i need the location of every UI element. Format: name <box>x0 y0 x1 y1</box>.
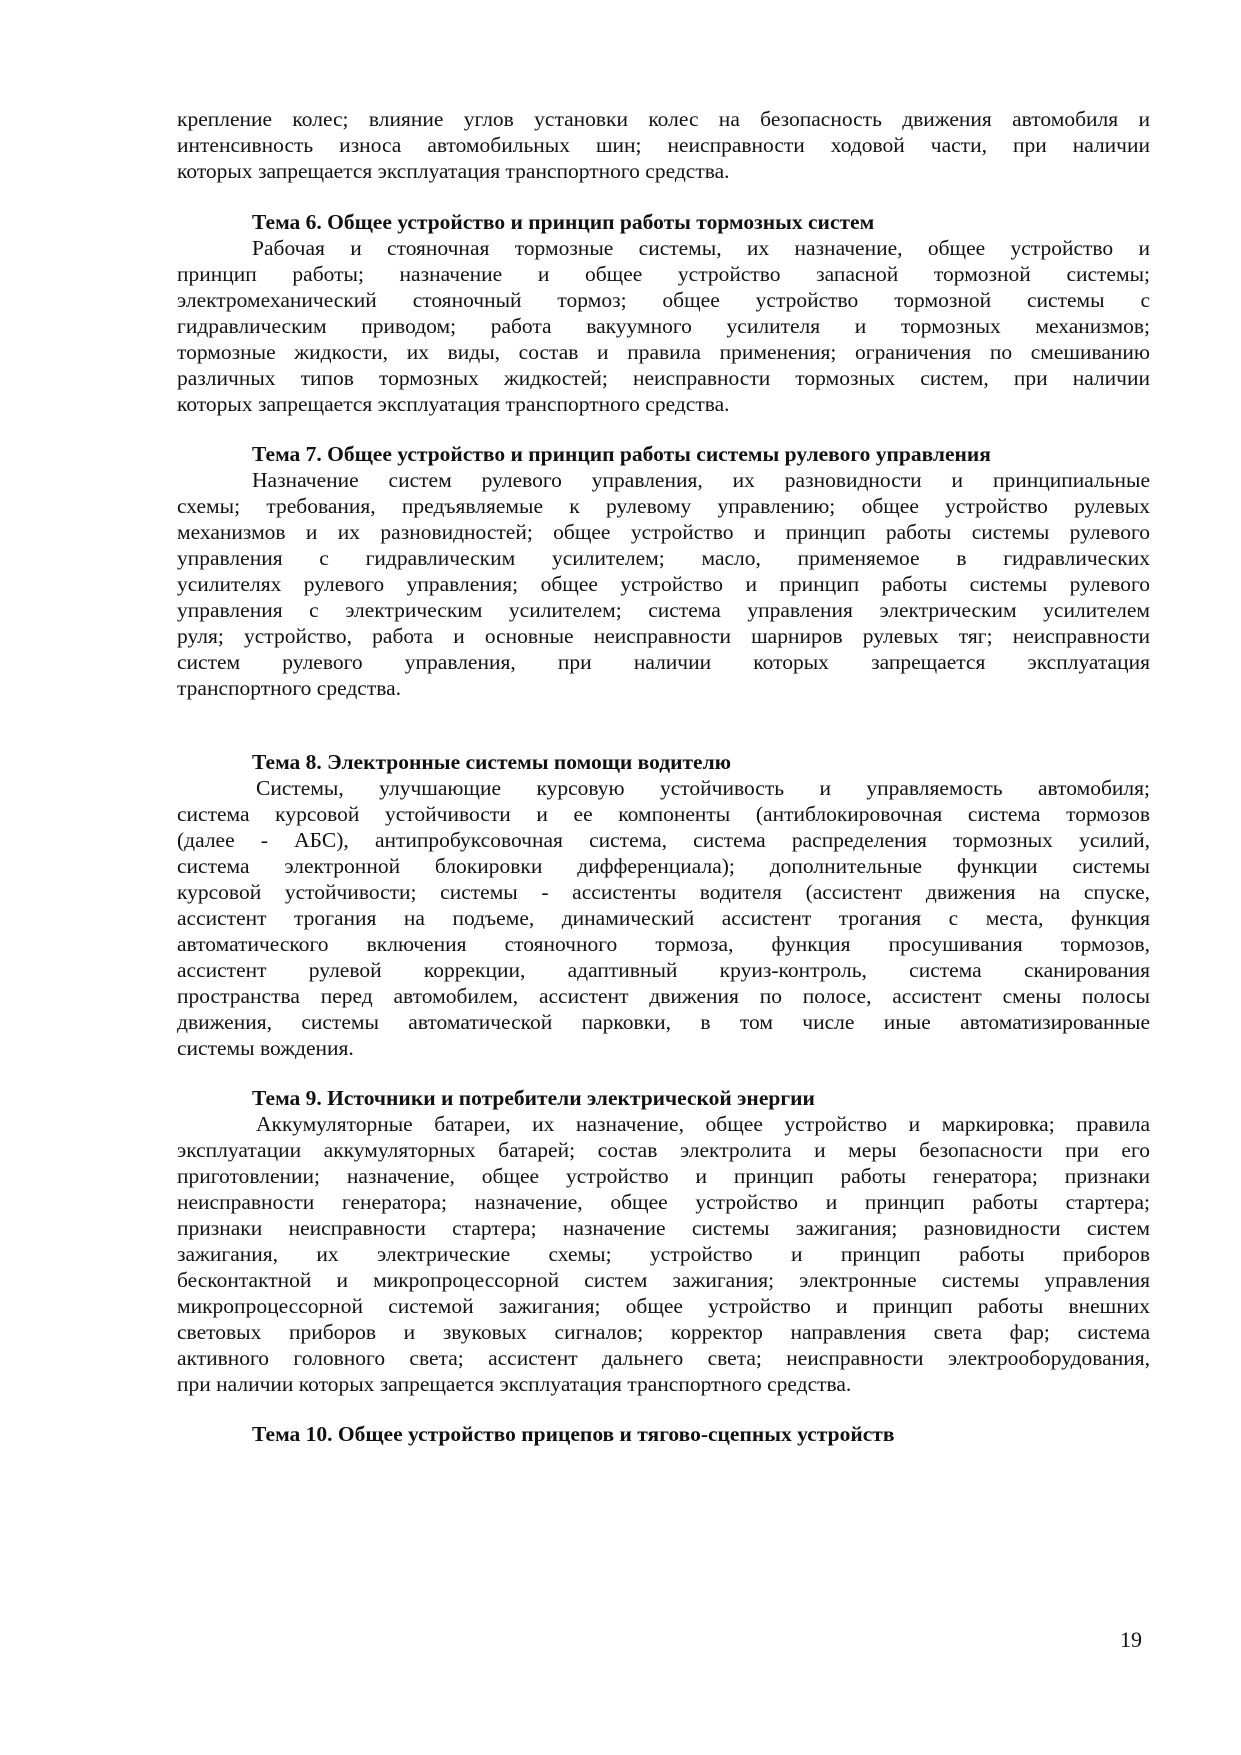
text-line: системы вождения. <box>177 1036 354 1060</box>
text-line: система курсовой устойчивости и ее компоненты (антиблокировочная система тормозов <box>177 802 1150 826</box>
text-line: гидравлическим приводом; работа вакуумного усилителя и тормозных механизмов; <box>177 314 1150 338</box>
text-line: управления с гидравлическим усилителем; масло, применяемое в гидравлических <box>177 546 1150 570</box>
text-line: зажигания, их электрические схемы; устройство и принцип работы приборов <box>177 1242 1150 1266</box>
text-line: (далее - АБС), антипробуксовочная система, система распределения тормозных усилий, <box>177 828 1150 852</box>
text-line: эксплуатации аккумуляторных батарей; состав электролита и меры безопасности при его <box>177 1138 1150 1162</box>
text-line: приготовлении; назначение, общее устройство и принцип работы генератора; признаки <box>177 1164 1150 1188</box>
text-line: крепление колес; влияние углов установки колес на безопасность движения автомобиля и <box>177 107 1150 131</box>
text-line: механизмов и их разновидностей; общее устройство и принцип работы системы рулевого <box>177 520 1150 544</box>
text-line: признаки неисправности стартера; назначение системы зажигания; разновидности систем <box>177 1216 1150 1240</box>
text-line: различных типов тормозных жидкостей; неисправности тормозных систем, при наличии <box>177 366 1150 390</box>
text-line: руля; устройство, работа и основные неисправности шарниров рулевых тяг; неисправности <box>177 624 1150 648</box>
text-line: схемы; требования, предъявляемые к рулевому управлению; общее устройство рулевых <box>177 494 1150 518</box>
text-line: пространства перед автомобилем, ассистент движения по полосе, ассистент смены полосы <box>177 984 1150 1008</box>
text-line: бесконтактной и микропроцессорной систем зажигания; электронные системы управления <box>177 1268 1150 1292</box>
topic-heading: Тема 10. Общее устройство прицепов и тягово-сцепных устройств <box>252 1422 895 1446</box>
text-line: тормозные жидкости, их виды, состав и правила применения; ограничения по смешиванию <box>177 340 1150 364</box>
text-line: которых запрещается эксплуатация транспортного средства. <box>177 392 730 416</box>
topic-heading: Тема 8. Электронные системы помощи водителю <box>252 750 732 774</box>
text-line: неисправности генератора; назначение, общее устройство и принцип работы стартера; <box>177 1190 1150 1214</box>
text-line: автоматического включения стояночного тормоза, функция просушивания тормозов, <box>177 932 1150 956</box>
text-line: управления с электрическим усилителем; система управления электрическим усилителем <box>177 598 1150 622</box>
text-line: ассистент рулевой коррекции, адаптивный круиз-контроль, система сканирования <box>177 958 1150 982</box>
topic-heading: Тема 6. Общее устройство и принцип работы тормозных систем <box>252 210 875 234</box>
text-line: электромеханический стояночный тормоз; общее устройство тормозной системы с <box>177 288 1150 312</box>
text-line: активного головного света; ассистент дальнего света; неисправности электрооборудования, <box>177 1346 1150 1370</box>
text-line: ассистент трогания на подъеме, динамический ассистент трогания с места, функция <box>177 906 1150 930</box>
text-line: микропроцессорной системой зажигания; общее устройство и принцип работы внешних <box>177 1294 1150 1318</box>
text-line: усилителях рулевого управления; общее устройство и принцип работы системы рулевого <box>177 572 1150 596</box>
page-number: 19 <box>1120 1627 1142 1652</box>
text-line: систем рулевого управления, при наличии которых запрещается эксплуатация <box>177 650 1150 674</box>
text-line: интенсивность износа автомобильных шин; неисправности ходовой части, при наличии <box>177 133 1150 157</box>
text-line: курсовой устойчивости; системы - ассистенты водителя (ассистент движения на спуске, <box>177 880 1150 904</box>
topic-heading: Тема 9. Источники и потребители электрической энергии <box>252 1086 815 1110</box>
topic-heading: Тема 7. Общее устройство и принцип работы системы рулевого управления <box>252 442 991 466</box>
text-line: принцип работы; назначение и общее устройство запасной тормозной системы; <box>177 262 1150 286</box>
text-line: которых запрещается эксплуатация транспортного средства. <box>177 159 730 183</box>
text-line: Рабочая и стояночная тормозные системы, их назначение, общее устройство и <box>252 236 1150 260</box>
text-line: Назначение систем рулевого управления, их разновидности и принципиальные <box>252 468 1150 492</box>
text-line: Аккумуляторные батареи, их назначение, общее устройство и маркировка; правила <box>256 1112 1150 1136</box>
text-line: Системы, улучшающие курсовую устойчивость и управляемость автомобиля; <box>256 776 1150 800</box>
text-line: транспортного средства. <box>177 676 401 700</box>
text-line: движения, системы автоматической парковки, в том числе иные автоматизированные <box>177 1010 1150 1034</box>
text-line: световых приборов и звуковых сигналов; корректор направления света фар; система <box>177 1320 1150 1344</box>
text-line: система электронной блокировки дифференциала); дополнительные функции системы <box>177 854 1150 878</box>
text-line: при наличии которых запрещается эксплуатация транспортного средства. <box>177 1372 852 1396</box>
